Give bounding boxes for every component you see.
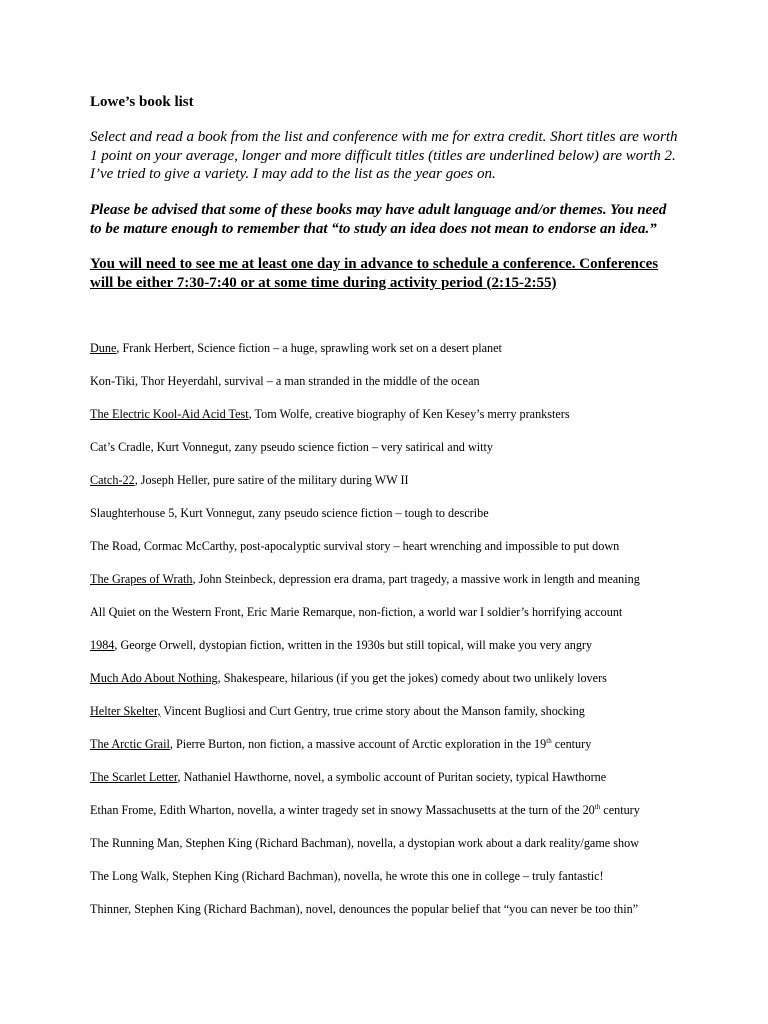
book-title: The Arctic Grail (90, 737, 170, 751)
book-list (90, 340, 710, 934)
book-list-item (90, 703, 710, 736)
book-title: The Long Walk (90, 869, 166, 883)
book-title: The Road (90, 539, 138, 553)
book-description: , Nathaniel Hawthorne, novel, a symbolic account of Puritan society, typical Hawthorne (177, 770, 607, 784)
book-description: Vincent Bugliosi and Curt Gentry, true crime story about the Manson family, shocking (160, 704, 585, 718)
ordinal-suffix: th (594, 803, 601, 811)
book-description: , Frank Herbert, Science fiction – a huge, sprawling work set on a desert planet (116, 341, 502, 355)
book-description: , John Steinbeck, depression era drama, part tragedy, a massive work in length and meaning (192, 572, 640, 586)
book-title: Kon-Tiki (90, 374, 135, 388)
book-description-end: century (551, 737, 592, 751)
book-list-item (90, 406, 710, 439)
book-description: , Tom Wolfe, creative biography of Ken Kesey’s merry pranksters (248, 407, 570, 421)
book-list-item (90, 769, 710, 802)
book-description: , Shakespeare, hilarious (if you get the jokes) comedy about two unlikely lovers (217, 671, 607, 685)
book-list-item (90, 736, 710, 769)
book-list-item (90, 901, 710, 934)
book-list-item (90, 373, 710, 406)
book-list-item (90, 835, 710, 868)
book-title: 1984 (90, 638, 115, 652)
book-list-item (90, 571, 710, 604)
book-list-item (90, 604, 710, 637)
book-title: Cat’s Cradle (90, 440, 151, 454)
book-list-item (90, 340, 710, 373)
book-list-item (90, 637, 710, 670)
book-description: , Joseph Heller, pure satire of the military during WW II (134, 473, 409, 487)
book-list-item (90, 802, 710, 835)
book-description: , Stephen King (Richard Bachman), novella, a dystopian work about a dark reality/game show (179, 836, 639, 850)
book-list-item (90, 472, 710, 505)
document-title: Lowe’s book list (90, 94, 194, 110)
book-title: Slaughterhouse 5 (90, 506, 175, 520)
book-list-item (90, 505, 710, 538)
book-title: Much Ado About Nothing (90, 671, 218, 685)
book-description: , Cormac McCarthy, post-apocalyptic survival story – heart wrenching and impossible to put down (137, 539, 620, 553)
book-title: Catch-22 (90, 473, 135, 487)
book-description: , Stephen King (Richard Bachman), novel, denounces the popular belief that “you can never be too thin” (128, 902, 639, 916)
book-title: Helter Skelter, (90, 704, 161, 718)
ordinal-suffix: th (546, 737, 552, 745)
book-title: The Electric Kool-Aid Acid Test (90, 407, 249, 421)
advisory-paragraph: Please be advised that some of these books may have adult language and/or themes. You need to be mature enough to remember that “to study an idea does not mean to endorse an idea.” (90, 202, 667, 237)
schedule-paragraph: You will need to see me at least one day in advance to schedule a conference. Conferences will be either 7:30-7:40 or at some time during activity period (2:15-2:55) (90, 256, 659, 291)
book-title: Thinner (90, 902, 129, 916)
book-title: The Scarlet Letter (90, 770, 178, 784)
book-list-item (90, 868, 710, 901)
book-title: All Quiet on the Western Front (90, 605, 241, 619)
book-list-item (90, 439, 710, 472)
book-description: , Edith Wharton, novella, a winter tragedy set in snowy Massachusetts at the turn of the 20 (153, 803, 595, 817)
book-description: , Stephen King (Richard Bachman), novella, he wrote this one in college – truly fantastic! (165, 869, 604, 883)
book-description: , Kurt Vonnegut, zany pseudo science fiction – tough to describe (174, 506, 489, 520)
book-description: , George Orwell, dystopian fiction, written in the 1930s but still topical, will make you very angry (114, 638, 593, 652)
book-description-end: century (600, 803, 640, 817)
book-title: The Running Man (90, 836, 180, 850)
book-description: , Eric Marie Remarque, non-fiction, a world war I soldier’s horrifying account (240, 605, 623, 619)
intro-paragraph: Select and read a book from the list and conference with me for extra credit. Short titles are worth 1 point on your average, longer and more difficult titles (titles are underlined below) are worth 2. I’ve tried to give a variety. I may add to the list as the year goes on. (90, 129, 678, 182)
book-description: , Thor Heyerdahl, survival – a man stranded in the middle of the ocean (134, 374, 480, 388)
book-list-item (90, 538, 710, 571)
book-title: Ethan Frome (90, 803, 154, 817)
book-description: , Kurt Vonnegut, zany pseudo science fiction – very satirical and witty (150, 440, 493, 454)
book-title: The Grapes of Wrath (90, 572, 193, 586)
book-description: , Pierre Burton, non fiction, a massive account of Arctic exploration in the 19 (169, 737, 547, 751)
book-title: Dune (90, 341, 117, 355)
book-list-item (90, 670, 710, 703)
